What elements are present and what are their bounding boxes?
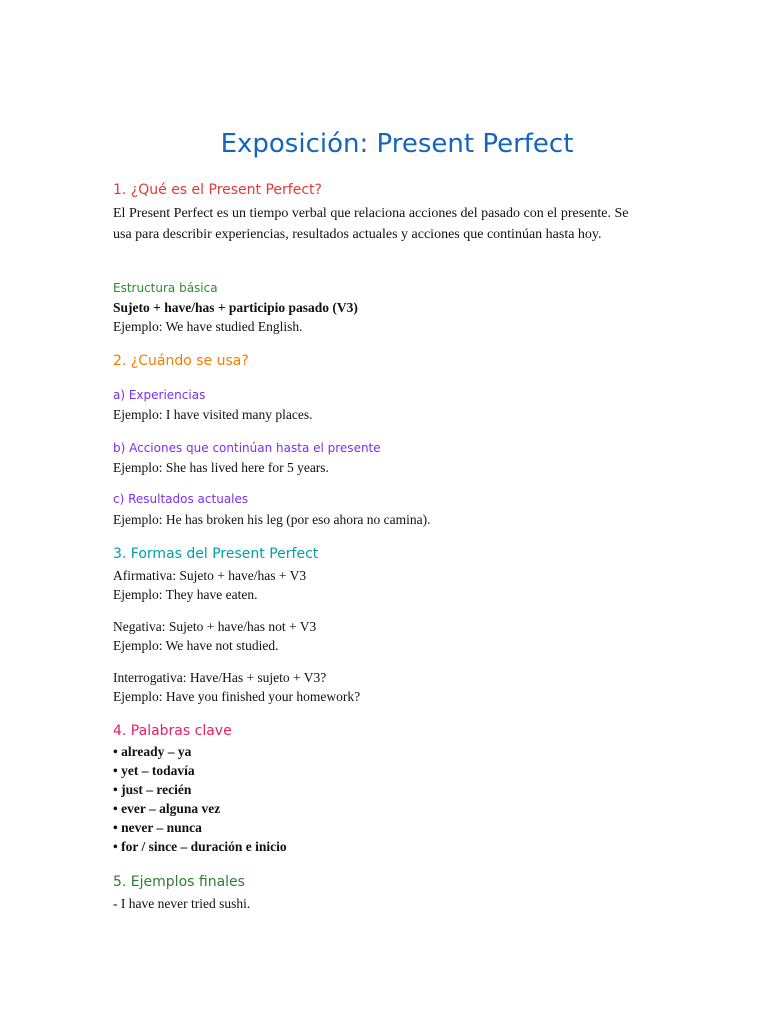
section-5-heading: 5. Ejemplos finales [113, 874, 245, 890]
form-interrogative: Interrogativa: Have/Has + sujeto + V3? [113, 670, 327, 685]
usage-a-heading: a) Experiencias [113, 388, 206, 402]
form-affirmative-example: Ejemplo: They have eaten. [113, 587, 258, 602]
usage-c-heading: c) Resultados actuales [113, 492, 249, 506]
keyword-item: • already – ya [113, 744, 192, 759]
form-affirmative: Afirmativa: Sujeto + have/has + V3 [113, 568, 307, 583]
structure-subheading: Estructura básica [113, 281, 218, 295]
form-negative: Negativa: Sujeto + have/has not + V3 [113, 619, 317, 634]
usage-a-example: Ejemplo: I have visited many places. [113, 407, 313, 422]
keyword-item: • yet – todavía [113, 763, 195, 778]
document-title: Exposición: Present Perfect [220, 129, 574, 159]
section-1-paragraph: El Present Perfect es un tiempo verbal que relaciona acciones del pasado con el presente. Se usa para describir experiencias, resultados actuales y acciones que continúan hasta hoy. [113, 206, 629, 242]
keyword-item: • just – recién [113, 782, 192, 797]
keyword-item: • ever – alguna vez [113, 801, 221, 816]
usage-b-heading: b) Acciones que continúan hasta el presente [113, 441, 381, 455]
section-4-heading: 4. Palabras clave [113, 723, 232, 739]
form-negative-example: Ejemplo: We have not studied. [113, 638, 279, 653]
keyword-item: • for / since – duración e inicio [113, 839, 287, 854]
final-example: - I have never tried sushi. [113, 896, 251, 911]
structure-example: Ejemplo: We have studied English. [113, 319, 303, 334]
structure-formula: Sujeto + have/has + participio pasado (V3) [113, 300, 358, 315]
section-2-heading: 2. ¿Cuándo se usa? [113, 353, 249, 369]
usage-c-example: Ejemplo: He has broken his leg (por eso ahora no camina). [113, 512, 431, 527]
form-interrogative-example: Ejemplo: Have you finished your homework? [113, 689, 361, 704]
keyword-item: • never – nunca [113, 820, 202, 835]
usage-b-example: Ejemplo: She has lived here for 5 years. [113, 460, 329, 475]
section-1-heading: 1. ¿Qué es el Present Perfect? [113, 182, 322, 198]
section-3-heading: 3. Formas del Present Perfect [113, 546, 319, 562]
